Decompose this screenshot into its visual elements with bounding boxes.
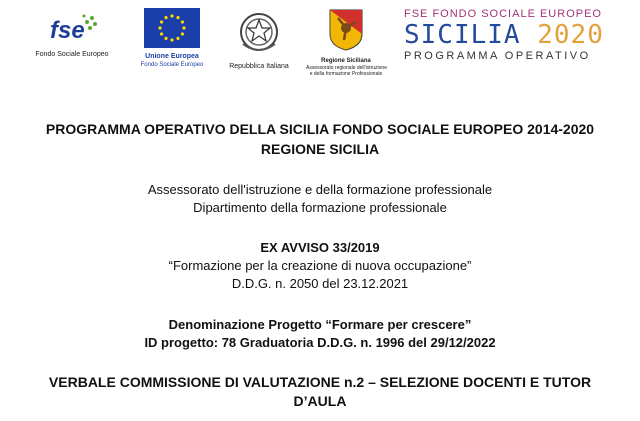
fse-logo — [26, 8, 118, 59]
repubblica-caption: Repubblica Italiana — [229, 63, 289, 70]
eu-caption-title: Unione Europea — [145, 53, 199, 60]
verbale-title-line1: VERBALE COMMISSIONE DI VALUTAZIONE n.2 – SELEZIONE DOCENTI E TUTOR — [48, 374, 592, 390]
sicilia-2020-logo — [404, 8, 624, 62]
sicilia-logo-year: 2020 — [537, 20, 604, 50]
svg-text:fse: fse — [50, 17, 85, 44]
dipartimento-text: Dipartimento della formazione professionale — [193, 200, 447, 215]
logo-strip — [0, 0, 640, 80]
sicilia-logo-word: SICILIA — [404, 20, 521, 50]
sicilia-logo-line3: PROGRAMMA OPERATIVO — [404, 50, 591, 62]
sicilia-logo-line2 — [404, 20, 624, 50]
regione-caption-title: Regione Siciliana — [321, 58, 371, 64]
eu-logo — [136, 8, 208, 69]
regione-caption-line3: e della formazione Professionale — [309, 71, 383, 77]
avviso-number: EX AVVISO 33/2019 — [260, 240, 380, 255]
trinacria-shield-icon — [328, 8, 364, 52]
assessorato-text: Assessorato dell'istruzione e della formazione professionale — [147, 182, 493, 197]
repubblica-italiana-logo — [224, 8, 294, 71]
ddg-reference: D.D.G. n. 2050 del 23.12.2021 — [231, 276, 409, 291]
document-title-line2: REGIONE SICILIA — [260, 141, 380, 157]
avviso-title: “Formazione per la creazione di nuova occupazione” — [168, 258, 472, 273]
regione-caption-line2: Assessorato regionale dell'istruzione — [306, 65, 387, 71]
eu-caption-sub: Fondo Sociale Europeo — [140, 62, 204, 68]
fse-mark-icon — [42, 8, 102, 46]
project-name: Denominazione Progetto “Formare per crescere” — [168, 317, 472, 332]
project-id: ID progetto: 78 Graduatoria D.D.G. n. 1996 del 29/12/2022 — [144, 335, 496, 350]
eu-flag-icon — [144, 8, 200, 48]
document-title-line1: PROGRAMMA OPERATIVO DELLA SICILIA FONDO SOCIALE EUROPEO 2014-2020 — [45, 121, 595, 137]
fse-caption: Fondo Sociale Europeo — [35, 51, 109, 58]
italian-emblem-icon — [237, 8, 281, 58]
verbale-title-line2: D’AULA — [293, 393, 347, 409]
sicilia-logo-line1: FSE FONDO SOCIALE EUROPEO — [404, 8, 602, 20]
regione-siciliana-logo — [306, 8, 386, 77]
